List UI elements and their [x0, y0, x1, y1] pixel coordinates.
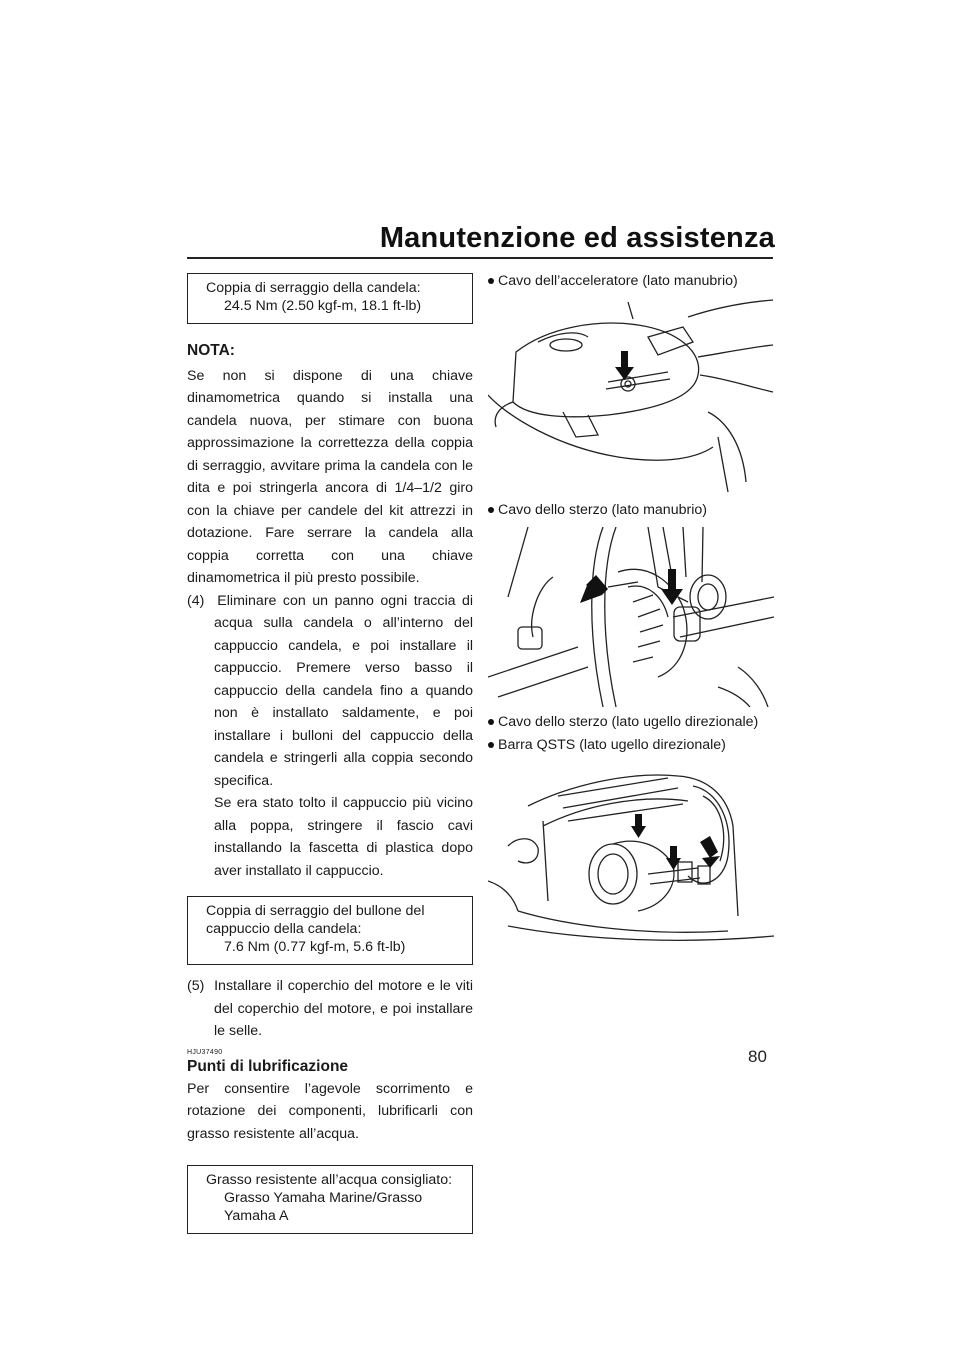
note-text: Se non si dispone di una chiave dinamometrica quando si installa una candela nuova, per stimare con buona approssimazione la correttezza della coppia di serraggio, avvitare prima la candela con le dita e poi stringerla ancora di 1/4–1/2 giro con la chiave per candele del kit attrezzi in dotazione. Fare serrare la candela alla coppia corretta con una chiave dinamometrica il più presto possibile. [187, 367, 473, 586]
grease-spec-value: Grasso Yamaha Marine/Grasso Yamaha A [224, 1190, 423, 1224]
step-5-text: Installare il coperchio del motore e le viti del coperchio del motore, e poi installare le selle. [214, 978, 474, 1039]
title-rule [187, 257, 773, 259]
throttle-cable-illustration [488, 297, 774, 493]
right-column [488, 270, 774, 946]
cap-bolt-torque-value: 7.6 Nm (0.77 kgf-m, 5.6 ft-lb) [224, 939, 406, 955]
section-text: Per consentire l’agevole scorrimento e rotazione dei componenti, lubrificarli con grasso resistente all’acqua. [187, 1080, 473, 1142]
step-4-number: (4) [187, 592, 205, 609]
step-4-text: Eliminare con un panno ogni traccia di acqua sulla candela o all’interno del cappuccio candela, e poi installare il cappuccio. Premere verso basso il cappuccio della candela fino a quando non è installato saldamente, e poi installare i bulloni del cappuccio della candela e stringerli alla coppia secondo specifica. [214, 592, 474, 789]
spark-plug-torque-box [187, 273, 473, 324]
nozzle-side-illustration [488, 766, 774, 946]
cap-bolt-torque-label: Coppia di serraggio del bullone del cappuccio della candela: [206, 903, 425, 937]
page-title: Manutenzione ed assistenza [379, 222, 775, 254]
page-number: 80 [748, 1047, 767, 1066]
grease-spec-box [187, 1165, 473, 1234]
steering-cable-handlebar-illustration [488, 527, 774, 707]
bullet-throttle-cable: Cavo dell’acceleratore (lato manubrio) [488, 270, 774, 293]
section-heading: Punti di lubrificazione [187, 1057, 349, 1075]
left-column [187, 273, 473, 1234]
step-5-number: (5) [187, 978, 205, 994]
bullet-steering-cable-nozzle: Cavo dello sterzo (lato ugello direzionale) [488, 711, 774, 734]
spark-plug-torque-value: 24.5 Nm (2.50 kgf-m, 18.1 ft-lb) [224, 298, 422, 314]
grease-spec-label: Grasso resistente all’acqua consigliato: [206, 1172, 453, 1188]
note-heading: NOTA: [187, 342, 235, 359]
step-4-text-continued: Se era stato tolto il cappuccio più vicino alla poppa, stringere il fascio cavi installando la fascetta di plastica dopo aver installato il cappuccio. [214, 795, 473, 879]
bullet-qsts-rod: Barra QSTS (lato ugello direzionale) [488, 734, 774, 757]
spark-plug-torque-label: Coppia di serraggio della candela: [206, 280, 421, 296]
bullet-steering-cable-handlebar: Cavo dello sterzo (lato manubrio) [488, 499, 774, 522]
cap-bolt-torque-box [187, 896, 473, 965]
step-4 [187, 590, 473, 883]
section-code: HJU37490 [187, 1048, 223, 1056]
step-5 [187, 975, 473, 1043]
